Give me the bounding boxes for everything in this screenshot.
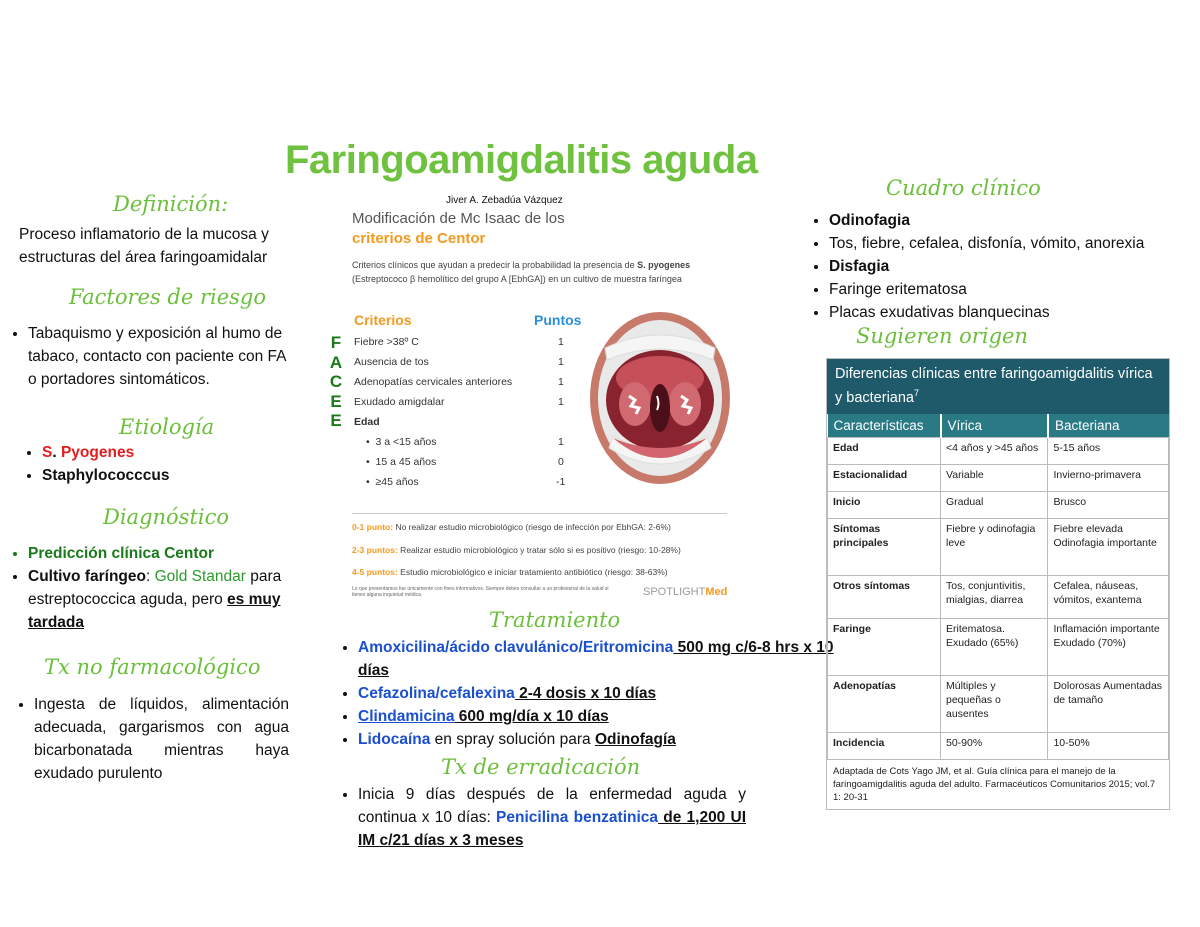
criteria-row: Fiebre >38º C 1 <box>354 336 564 348</box>
centor-criteria-list <box>354 336 574 496</box>
tratamiento-item: • Cefazolina/cefalexina 2-4 dosis x 10 días <box>358 682 836 705</box>
criteria-row: • ≥45 años -1 <box>366 476 566 488</box>
diagnostico-list <box>8 542 293 634</box>
diagnostico-heading: Diagnóstico <box>103 505 230 529</box>
table-header: Bacteriana <box>1048 414 1169 438</box>
spotlightmed-logo: SPOTLIGHTMed <box>643 586 728 598</box>
centor-heading-2: criterios de Centor <box>352 230 486 247</box>
tratamiento-item: • Clindamicina 600 mg/día x 10 días <box>358 705 836 728</box>
comparison-table <box>826 358 1170 810</box>
tx-no-farm-item: • Ingesta de líquidos, alimentación adecuada, gargarismos con agua bicarbonatada mientras haya exudado purulento <box>34 693 289 785</box>
etiologia-heading: Etiología <box>119 415 215 439</box>
points-note: 2-3 puntos: Realizar estudio microbiológico y tratar sólo si es positivo (riesgo: 10-28%) <box>352 545 681 555</box>
cuadro-list <box>809 209 1200 324</box>
sugieren-heading: Sugieren origen <box>856 324 1028 348</box>
tx-erradicacion-list <box>338 783 746 852</box>
puntos-header: Puntos <box>534 312 582 328</box>
centor-description: Criterios clínicos que ayudan a predecir la probabilidad la presencia de S. pyogenes (Estreptococo β hemolítico del grupo A [EbhGA]) en un cultivo de muestra faríngea <box>352 260 691 284</box>
tx-erradicacion-item: • Inicia 9 días después de la enfermedad aguda y continua x 10 días: Penicilina benzatinica de 1,200 UI IM c/21 días x 3 meses <box>358 783 746 852</box>
table-row: Otros síntomas Tos, conjuntivitis, mialgias, diarrea Cefalea, náuseas, vómitos, exantema <box>828 575 1169 618</box>
tx-no-farm-heading: Tx no farmacológico <box>44 655 261 679</box>
etiologia-item: • S. Pyogenes <box>42 441 282 464</box>
face-letter: F <box>330 333 342 352</box>
divider <box>352 513 727 514</box>
cuadro-item: • Faringe eritematosa <box>829 278 1200 301</box>
tratamiento-list <box>338 636 836 751</box>
face-letter: E <box>330 391 342 411</box>
criteria-row: Edad <box>354 416 380 428</box>
cuadro-item: • Odinofagia <box>829 209 1200 232</box>
etiologia-item: • Staphylococccus <box>42 464 282 487</box>
factores-item: • Tabaquismo y exposición al humo de tabaco, contacto con paciente con FA o portadores sintomáticos. <box>28 322 290 391</box>
table-header: Características <box>828 414 941 438</box>
points-note: 0-1 punto: No realizar estudio microbiológico (riesgo de infección por EbhGA: 2-6%) <box>352 522 671 532</box>
table-footnote: Adaptada de Cots Yago JM, et al. Guía clínica para el manejo de la faringoamigdalitis aguda del adulto. Farmacéuticos Comunitarios 2015; vol.7 1: 20-31 <box>833 765 1156 803</box>
cuadro-item: • Tos, fiebre, cefalea, disfonía, vómito, anorexia <box>829 232 1200 255</box>
factores-heading: Factores de riesgo <box>69 285 267 309</box>
page-title: Faringoamigdalitis aguda <box>285 138 758 182</box>
table-row: Síntomas principales Fiebre y odinofagia leve Fiebre elevada Odinofagia importante <box>828 518 1169 575</box>
cuadro-item: • Disfagia <box>829 255 1200 278</box>
table-row: Incidencia 50-90% 10-50% <box>828 732 1169 759</box>
face-acronym <box>328 333 344 431</box>
tratamiento-item: • Amoxicilina/ácido clavulánico/Eritromicina 500 mg c/6-8 hrs x 10 días <box>358 636 836 682</box>
points-note: 4-5 puntos: Estudio microbiológico e iniciar tratamiento antibiótico (riesgo: 38-63%) <box>352 567 668 577</box>
table-row: Faringe Eritematosa. Exudado (65%) Inflamación importante Exudado (70%) <box>828 618 1169 675</box>
centor-heading-1: Modificación de Mc Isaac de los <box>352 210 565 227</box>
table-row: Adenopatías Múltiples y pequeñas o ausentes Dolorosas Aumentadas de tamaño <box>828 675 1169 732</box>
criteria-row: • 15 a 45 años 0 <box>366 456 564 468</box>
tx-erradicacion-heading: Tx de erradicación <box>441 755 641 779</box>
tratamiento-item: • Lidocaína en spray solución para Odinofagía <box>358 728 836 751</box>
criteria-row: Adenopatías cervicales anteriores 1 <box>354 376 564 388</box>
diagnostico-item: • Cultivo faríngeo: Gold Standar para estreptococcica aguda, pero es muy tardada <box>28 565 293 634</box>
table-header: Vírica <box>941 414 1048 438</box>
face-letter: C <box>329 372 343 391</box>
criteria-row: • 3 a <15 años 1 <box>366 436 564 448</box>
definicion-text: Proceso inflamatorio de la mucosa y estructuras del área faringoamidalar <box>19 226 269 266</box>
criterios-header: Criterios <box>354 312 412 328</box>
table-title: Diferencias clínicas entre faringoamigdalitis vírica y bacteriana$^7$ <box>827 359 1169 414</box>
disclaimer: Lo que presentamos fue únicamente con fines informativos. Siempre debes consultar a un profesional de la salud si tienes alguna inquietud médica. <box>352 586 609 598</box>
factores-list <box>8 322 290 391</box>
tratamiento-heading: Tratamiento <box>489 608 621 632</box>
definicion-heading: Definición: <box>113 192 229 216</box>
table-row: Edad <4 años y >45 años 5-15 años <box>828 437 1169 464</box>
cuadro-item: • Placas exudativas blanquecinas <box>829 301 1200 324</box>
face-letter: A <box>329 352 343 372</box>
face-letter: E <box>330 411 342 430</box>
criteria-row: Ausencia de tos 1 <box>354 356 564 368</box>
table-row: Estacionalidad Variable Invierno-primavera <box>828 464 1169 491</box>
tx-no-farm-list <box>14 693 289 785</box>
criteria-row: Exudado amigdalar 1 <box>354 396 564 408</box>
diagnostico-item: • Predicción clínica Centor <box>28 542 293 565</box>
open-mouth-illustration <box>585 308 735 488</box>
table-row: Inicio Gradual Brusco <box>828 491 1169 518</box>
cuadro-heading: Cuadro clínico <box>886 176 1041 200</box>
etiologia-list <box>22 441 282 487</box>
author: Jiver A. Zebadúa Vázquez <box>446 195 563 206</box>
